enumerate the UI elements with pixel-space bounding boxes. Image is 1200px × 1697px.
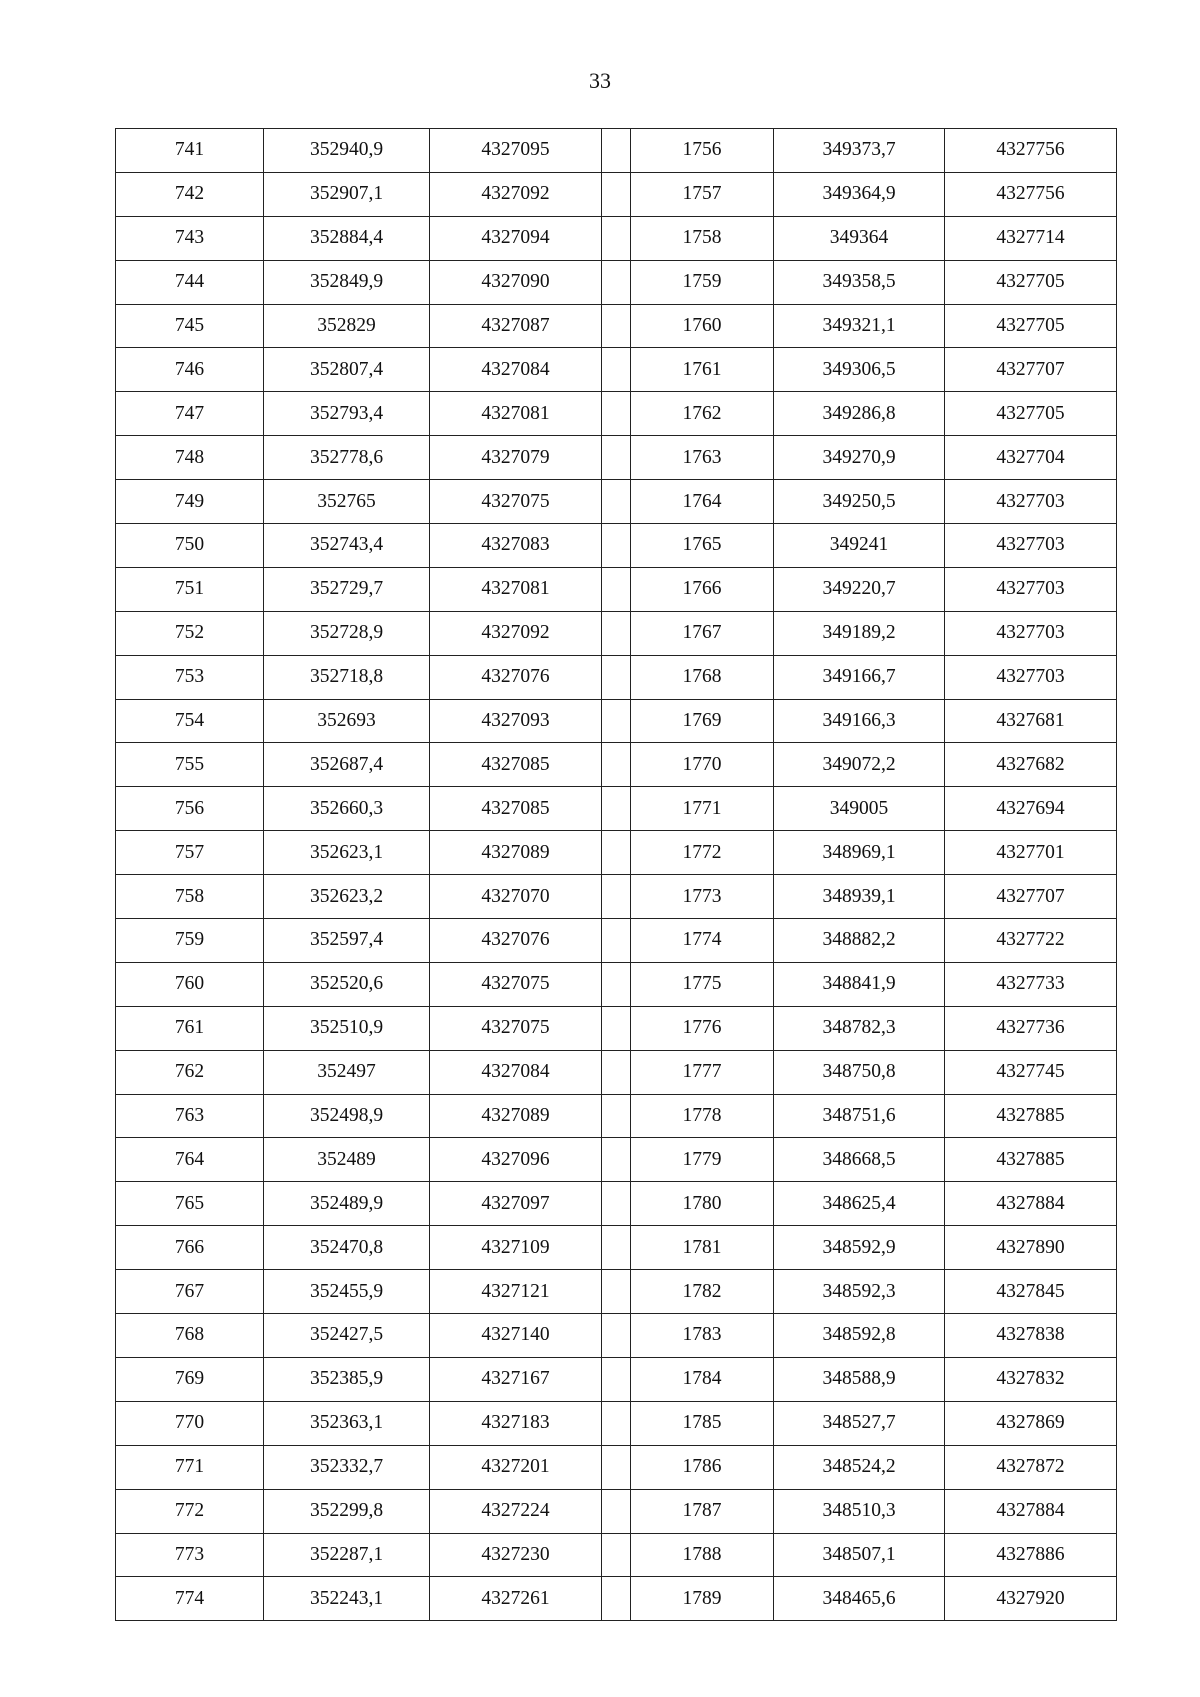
column-gap bbox=[602, 1533, 631, 1577]
right-y-coordinate-cell: 4327845 bbox=[945, 1270, 1117, 1314]
left-x-coordinate-cell: 352299,8 bbox=[264, 1489, 430, 1533]
column-gap bbox=[602, 172, 631, 216]
left-x-coordinate-cell: 352489,9 bbox=[264, 1182, 430, 1226]
right-y-coordinate-cell: 4327681 bbox=[945, 699, 1117, 743]
left-y-coordinate-cell: 4327094 bbox=[430, 216, 602, 260]
left-point-number-cell: 773 bbox=[116, 1533, 264, 1577]
table-row bbox=[116, 1533, 1117, 1577]
left-x-coordinate-cell: 352829 bbox=[264, 304, 430, 348]
left-y-coordinate-cell: 4327085 bbox=[430, 787, 602, 831]
right-x-coordinate-cell: 349220,7 bbox=[774, 567, 945, 611]
left-point-number-cell: 774 bbox=[116, 1577, 264, 1621]
right-y-coordinate-cell: 4327707 bbox=[945, 348, 1117, 392]
right-point-number-cell: 1762 bbox=[631, 392, 774, 436]
table-row bbox=[116, 567, 1117, 611]
left-y-coordinate-cell: 4327140 bbox=[430, 1314, 602, 1358]
left-point-number-cell: 771 bbox=[116, 1445, 264, 1489]
right-x-coordinate-cell: 349373,7 bbox=[774, 129, 945, 173]
left-point-number-cell: 761 bbox=[116, 1006, 264, 1050]
coordinates-table bbox=[115, 128, 1117, 1621]
column-gap bbox=[602, 260, 631, 304]
left-point-number-cell: 743 bbox=[116, 216, 264, 260]
left-y-coordinate-cell: 4327084 bbox=[430, 348, 602, 392]
right-point-number-cell: 1760 bbox=[631, 304, 774, 348]
table-row bbox=[116, 787, 1117, 831]
right-point-number-cell: 1787 bbox=[631, 1489, 774, 1533]
right-y-coordinate-cell: 4327745 bbox=[945, 1050, 1117, 1094]
left-x-coordinate-cell: 352498,9 bbox=[264, 1094, 430, 1138]
left-y-coordinate-cell: 4327093 bbox=[430, 699, 602, 743]
left-x-coordinate-cell: 352729,7 bbox=[264, 567, 430, 611]
column-gap bbox=[602, 875, 631, 919]
right-x-coordinate-cell: 348527,7 bbox=[774, 1401, 945, 1445]
column-gap bbox=[602, 1050, 631, 1094]
left-y-coordinate-cell: 4327095 bbox=[430, 129, 602, 173]
right-y-coordinate-cell: 4327885 bbox=[945, 1094, 1117, 1138]
left-y-coordinate-cell: 4327090 bbox=[430, 260, 602, 304]
right-x-coordinate-cell: 349189,2 bbox=[774, 611, 945, 655]
left-point-number-cell: 762 bbox=[116, 1050, 264, 1094]
table-row bbox=[116, 611, 1117, 655]
right-point-number-cell: 1767 bbox=[631, 611, 774, 655]
column-gap bbox=[602, 1577, 631, 1621]
column-gap bbox=[602, 129, 631, 173]
left-point-number-cell: 757 bbox=[116, 831, 264, 875]
right-x-coordinate-cell: 348507,1 bbox=[774, 1533, 945, 1577]
column-gap bbox=[602, 699, 631, 743]
table-row bbox=[116, 348, 1117, 392]
right-y-coordinate-cell: 4327832 bbox=[945, 1357, 1117, 1401]
right-x-coordinate-cell: 348465,6 bbox=[774, 1577, 945, 1621]
right-x-coordinate-cell: 348782,3 bbox=[774, 1006, 945, 1050]
right-y-coordinate-cell: 4327682 bbox=[945, 743, 1117, 787]
right-point-number-cell: 1781 bbox=[631, 1226, 774, 1270]
left-y-coordinate-cell: 4327070 bbox=[430, 875, 602, 919]
left-point-number-cell: 751 bbox=[116, 567, 264, 611]
left-x-coordinate-cell: 352728,9 bbox=[264, 611, 430, 655]
right-x-coordinate-cell: 349306,5 bbox=[774, 348, 945, 392]
left-point-number-cell: 768 bbox=[116, 1314, 264, 1358]
right-point-number-cell: 1769 bbox=[631, 699, 774, 743]
left-point-number-cell: 764 bbox=[116, 1138, 264, 1182]
right-x-coordinate-cell: 349166,7 bbox=[774, 655, 945, 699]
column-gap bbox=[602, 524, 631, 568]
left-x-coordinate-cell: 352470,8 bbox=[264, 1226, 430, 1270]
right-x-coordinate-cell: 348668,5 bbox=[774, 1138, 945, 1182]
left-y-coordinate-cell: 4327121 bbox=[430, 1270, 602, 1314]
right-y-coordinate-cell: 4327703 bbox=[945, 524, 1117, 568]
right-x-coordinate-cell: 348939,1 bbox=[774, 875, 945, 919]
right-y-coordinate-cell: 4327884 bbox=[945, 1182, 1117, 1226]
coordinates-table-body bbox=[116, 129, 1117, 1621]
right-y-coordinate-cell: 4327722 bbox=[945, 919, 1117, 963]
right-x-coordinate-cell: 349364,9 bbox=[774, 172, 945, 216]
table-row bbox=[116, 962, 1117, 1006]
table-row bbox=[116, 216, 1117, 260]
right-point-number-cell: 1759 bbox=[631, 260, 774, 304]
right-point-number-cell: 1778 bbox=[631, 1094, 774, 1138]
table-row bbox=[116, 1357, 1117, 1401]
left-y-coordinate-cell: 4327096 bbox=[430, 1138, 602, 1182]
table-row bbox=[116, 172, 1117, 216]
right-point-number-cell: 1764 bbox=[631, 480, 774, 524]
left-point-number-cell: 754 bbox=[116, 699, 264, 743]
right-x-coordinate-cell: 348592,9 bbox=[774, 1226, 945, 1270]
column-gap bbox=[602, 436, 631, 480]
right-point-number-cell: 1774 bbox=[631, 919, 774, 963]
left-x-coordinate-cell: 352489 bbox=[264, 1138, 430, 1182]
left-point-number-cell: 745 bbox=[116, 304, 264, 348]
left-point-number-cell: 765 bbox=[116, 1182, 264, 1226]
table-row bbox=[116, 1577, 1117, 1621]
left-y-coordinate-cell: 4327201 bbox=[430, 1445, 602, 1489]
left-y-coordinate-cell: 4327230 bbox=[430, 1533, 602, 1577]
left-x-coordinate-cell: 352718,8 bbox=[264, 655, 430, 699]
left-x-coordinate-cell: 352623,1 bbox=[264, 831, 430, 875]
right-point-number-cell: 1766 bbox=[631, 567, 774, 611]
table-row bbox=[116, 1050, 1117, 1094]
right-point-number-cell: 1758 bbox=[631, 216, 774, 260]
right-x-coordinate-cell: 348588,9 bbox=[774, 1357, 945, 1401]
left-point-number-cell: 770 bbox=[116, 1401, 264, 1445]
left-y-coordinate-cell: 4327183 bbox=[430, 1401, 602, 1445]
right-point-number-cell: 1784 bbox=[631, 1357, 774, 1401]
right-y-coordinate-cell: 4327703 bbox=[945, 655, 1117, 699]
table-row bbox=[116, 524, 1117, 568]
right-x-coordinate-cell: 348969,1 bbox=[774, 831, 945, 875]
left-point-number-cell: 748 bbox=[116, 436, 264, 480]
right-y-coordinate-cell: 4327838 bbox=[945, 1314, 1117, 1358]
left-x-coordinate-cell: 352849,9 bbox=[264, 260, 430, 304]
left-point-number-cell: 756 bbox=[116, 787, 264, 831]
left-y-coordinate-cell: 4327085 bbox=[430, 743, 602, 787]
left-x-coordinate-cell: 352623,2 bbox=[264, 875, 430, 919]
right-point-number-cell: 1773 bbox=[631, 875, 774, 919]
column-gap bbox=[602, 962, 631, 1006]
right-x-coordinate-cell: 348625,4 bbox=[774, 1182, 945, 1226]
right-point-number-cell: 1782 bbox=[631, 1270, 774, 1314]
right-y-coordinate-cell: 4327705 bbox=[945, 260, 1117, 304]
right-point-number-cell: 1775 bbox=[631, 962, 774, 1006]
left-x-coordinate-cell: 352693 bbox=[264, 699, 430, 743]
right-y-coordinate-cell: 4327705 bbox=[945, 304, 1117, 348]
table-row bbox=[116, 1226, 1117, 1270]
column-gap bbox=[602, 216, 631, 260]
table-row bbox=[116, 875, 1117, 919]
column-gap bbox=[602, 1270, 631, 1314]
right-point-number-cell: 1779 bbox=[631, 1138, 774, 1182]
left-x-coordinate-cell: 352455,9 bbox=[264, 1270, 430, 1314]
column-gap bbox=[602, 787, 631, 831]
table-row bbox=[116, 304, 1117, 348]
right-y-coordinate-cell: 4327704 bbox=[945, 436, 1117, 480]
right-y-coordinate-cell: 4327869 bbox=[945, 1401, 1117, 1445]
left-y-coordinate-cell: 4327084 bbox=[430, 1050, 602, 1094]
right-point-number-cell: 1772 bbox=[631, 831, 774, 875]
left-x-coordinate-cell: 352807,4 bbox=[264, 348, 430, 392]
table-row bbox=[116, 1445, 1117, 1489]
right-y-coordinate-cell: 4327756 bbox=[945, 129, 1117, 173]
table-row bbox=[116, 1182, 1117, 1226]
left-point-number-cell: 746 bbox=[116, 348, 264, 392]
right-point-number-cell: 1780 bbox=[631, 1182, 774, 1226]
left-x-coordinate-cell: 352907,1 bbox=[264, 172, 430, 216]
right-y-coordinate-cell: 4327694 bbox=[945, 787, 1117, 831]
column-gap bbox=[602, 1357, 631, 1401]
right-point-number-cell: 1770 bbox=[631, 743, 774, 787]
left-x-coordinate-cell: 352385,9 bbox=[264, 1357, 430, 1401]
right-y-coordinate-cell: 4327705 bbox=[945, 392, 1117, 436]
left-point-number-cell: 750 bbox=[116, 524, 264, 568]
column-gap bbox=[602, 304, 631, 348]
right-x-coordinate-cell: 348882,2 bbox=[774, 919, 945, 963]
right-point-number-cell: 1763 bbox=[631, 436, 774, 480]
left-x-coordinate-cell: 352427,5 bbox=[264, 1314, 430, 1358]
column-gap bbox=[602, 919, 631, 963]
left-point-number-cell: 744 bbox=[116, 260, 264, 304]
left-point-number-cell: 772 bbox=[116, 1489, 264, 1533]
column-gap bbox=[602, 1006, 631, 1050]
left-y-coordinate-cell: 4327089 bbox=[430, 831, 602, 875]
left-x-coordinate-cell: 352243,1 bbox=[264, 1577, 430, 1621]
table-row bbox=[116, 699, 1117, 743]
right-y-coordinate-cell: 4327890 bbox=[945, 1226, 1117, 1270]
table-row bbox=[116, 436, 1117, 480]
left-x-coordinate-cell: 352765 bbox=[264, 480, 430, 524]
right-x-coordinate-cell: 348592,3 bbox=[774, 1270, 945, 1314]
left-x-coordinate-cell: 352793,4 bbox=[264, 392, 430, 436]
right-x-coordinate-cell: 349270,9 bbox=[774, 436, 945, 480]
left-x-coordinate-cell: 352660,3 bbox=[264, 787, 430, 831]
right-y-coordinate-cell: 4327714 bbox=[945, 216, 1117, 260]
right-y-coordinate-cell: 4327884 bbox=[945, 1489, 1117, 1533]
column-gap bbox=[602, 1226, 631, 1270]
left-point-number-cell: 752 bbox=[116, 611, 264, 655]
table-row bbox=[116, 1138, 1117, 1182]
left-x-coordinate-cell: 352743,4 bbox=[264, 524, 430, 568]
left-y-coordinate-cell: 4327075 bbox=[430, 962, 602, 1006]
left-x-coordinate-cell: 352687,4 bbox=[264, 743, 430, 787]
right-x-coordinate-cell: 349358,5 bbox=[774, 260, 945, 304]
right-point-number-cell: 1757 bbox=[631, 172, 774, 216]
table-row bbox=[116, 392, 1117, 436]
right-x-coordinate-cell: 349241 bbox=[774, 524, 945, 568]
right-x-coordinate-cell: 349250,5 bbox=[774, 480, 945, 524]
left-point-number-cell: 747 bbox=[116, 392, 264, 436]
left-x-coordinate-cell: 352778,6 bbox=[264, 436, 430, 480]
left-point-number-cell: 755 bbox=[116, 743, 264, 787]
table-row bbox=[116, 831, 1117, 875]
left-y-coordinate-cell: 4327076 bbox=[430, 655, 602, 699]
table-row bbox=[116, 480, 1117, 524]
left-y-coordinate-cell: 4327089 bbox=[430, 1094, 602, 1138]
left-y-coordinate-cell: 4327075 bbox=[430, 1006, 602, 1050]
left-point-number-cell: 759 bbox=[116, 919, 264, 963]
left-x-coordinate-cell: 352497 bbox=[264, 1050, 430, 1094]
table-row bbox=[116, 129, 1117, 173]
right-point-number-cell: 1776 bbox=[631, 1006, 774, 1050]
column-gap bbox=[602, 831, 631, 875]
left-y-coordinate-cell: 4327109 bbox=[430, 1226, 602, 1270]
page-number: 33 bbox=[589, 68, 611, 93]
table-row bbox=[116, 919, 1117, 963]
table-row bbox=[116, 260, 1117, 304]
column-gap bbox=[602, 1314, 631, 1358]
left-point-number-cell: 753 bbox=[116, 655, 264, 699]
left-point-number-cell: 760 bbox=[116, 962, 264, 1006]
left-x-coordinate-cell: 352884,4 bbox=[264, 216, 430, 260]
right-point-number-cell: 1768 bbox=[631, 655, 774, 699]
left-y-coordinate-cell: 4327075 bbox=[430, 480, 602, 524]
right-y-coordinate-cell: 4327703 bbox=[945, 567, 1117, 611]
right-y-coordinate-cell: 4327756 bbox=[945, 172, 1117, 216]
table-row bbox=[116, 1006, 1117, 1050]
right-x-coordinate-cell: 349166,3 bbox=[774, 699, 945, 743]
right-y-coordinate-cell: 4327885 bbox=[945, 1138, 1117, 1182]
column-gap bbox=[602, 348, 631, 392]
column-gap bbox=[602, 611, 631, 655]
left-y-coordinate-cell: 4327081 bbox=[430, 392, 602, 436]
right-point-number-cell: 1786 bbox=[631, 1445, 774, 1489]
right-point-number-cell: 1788 bbox=[631, 1533, 774, 1577]
left-point-number-cell: 763 bbox=[116, 1094, 264, 1138]
column-gap bbox=[602, 1445, 631, 1489]
left-point-number-cell: 767 bbox=[116, 1270, 264, 1314]
right-y-coordinate-cell: 4327733 bbox=[945, 962, 1117, 1006]
column-gap bbox=[602, 480, 631, 524]
right-point-number-cell: 1785 bbox=[631, 1401, 774, 1445]
left-y-coordinate-cell: 4327083 bbox=[430, 524, 602, 568]
table-row bbox=[116, 1401, 1117, 1445]
right-x-coordinate-cell: 349005 bbox=[774, 787, 945, 831]
right-y-coordinate-cell: 4327703 bbox=[945, 480, 1117, 524]
left-y-coordinate-cell: 4327087 bbox=[430, 304, 602, 348]
right-point-number-cell: 1783 bbox=[631, 1314, 774, 1358]
left-x-coordinate-cell: 352940,9 bbox=[264, 129, 430, 173]
right-point-number-cell: 1761 bbox=[631, 348, 774, 392]
left-y-coordinate-cell: 4327167 bbox=[430, 1357, 602, 1401]
right-y-coordinate-cell: 4327701 bbox=[945, 831, 1117, 875]
right-y-coordinate-cell: 4327920 bbox=[945, 1577, 1117, 1621]
right-point-number-cell: 1756 bbox=[631, 129, 774, 173]
right-x-coordinate-cell: 348592,8 bbox=[774, 1314, 945, 1358]
left-y-coordinate-cell: 4327092 bbox=[430, 172, 602, 216]
left-point-number-cell: 769 bbox=[116, 1357, 264, 1401]
right-x-coordinate-cell: 349364 bbox=[774, 216, 945, 260]
left-y-coordinate-cell: 4327097 bbox=[430, 1182, 602, 1226]
left-x-coordinate-cell: 352363,1 bbox=[264, 1401, 430, 1445]
table-row bbox=[116, 1314, 1117, 1358]
left-point-number-cell: 742 bbox=[116, 172, 264, 216]
right-y-coordinate-cell: 4327703 bbox=[945, 611, 1117, 655]
column-gap bbox=[602, 1182, 631, 1226]
table-row bbox=[116, 743, 1117, 787]
right-point-number-cell: 1771 bbox=[631, 787, 774, 831]
column-gap bbox=[602, 1138, 631, 1182]
left-point-number-cell: 749 bbox=[116, 480, 264, 524]
left-y-coordinate-cell: 4327261 bbox=[430, 1577, 602, 1621]
left-y-coordinate-cell: 4327081 bbox=[430, 567, 602, 611]
table-row bbox=[116, 655, 1117, 699]
right-x-coordinate-cell: 349072,2 bbox=[774, 743, 945, 787]
column-gap bbox=[602, 1489, 631, 1533]
right-x-coordinate-cell: 348750,8 bbox=[774, 1050, 945, 1094]
right-point-number-cell: 1777 bbox=[631, 1050, 774, 1094]
left-y-coordinate-cell: 4327076 bbox=[430, 919, 602, 963]
right-x-coordinate-cell: 348510,3 bbox=[774, 1489, 945, 1533]
right-point-number-cell: 1789 bbox=[631, 1577, 774, 1621]
left-x-coordinate-cell: 352597,4 bbox=[264, 919, 430, 963]
left-x-coordinate-cell: 352520,6 bbox=[264, 962, 430, 1006]
right-x-coordinate-cell: 349321,1 bbox=[774, 304, 945, 348]
column-gap bbox=[602, 1094, 631, 1138]
right-y-coordinate-cell: 4327736 bbox=[945, 1006, 1117, 1050]
right-point-number-cell: 1765 bbox=[631, 524, 774, 568]
table-row bbox=[116, 1094, 1117, 1138]
left-point-number-cell: 741 bbox=[116, 129, 264, 173]
column-gap bbox=[602, 1401, 631, 1445]
left-y-coordinate-cell: 4327092 bbox=[430, 611, 602, 655]
column-gap bbox=[602, 743, 631, 787]
left-y-coordinate-cell: 4327224 bbox=[430, 1489, 602, 1533]
right-x-coordinate-cell: 348841,9 bbox=[774, 962, 945, 1006]
right-y-coordinate-cell: 4327707 bbox=[945, 875, 1117, 919]
left-point-number-cell: 758 bbox=[116, 875, 264, 919]
right-x-coordinate-cell: 349286,8 bbox=[774, 392, 945, 436]
right-x-coordinate-cell: 348524,2 bbox=[774, 1445, 945, 1489]
left-x-coordinate-cell: 352510,9 bbox=[264, 1006, 430, 1050]
left-x-coordinate-cell: 352287,1 bbox=[264, 1533, 430, 1577]
column-gap bbox=[602, 392, 631, 436]
left-x-coordinate-cell: 352332,7 bbox=[264, 1445, 430, 1489]
column-gap bbox=[602, 567, 631, 611]
right-y-coordinate-cell: 4327886 bbox=[945, 1533, 1117, 1577]
left-y-coordinate-cell: 4327079 bbox=[430, 436, 602, 480]
left-point-number-cell: 766 bbox=[116, 1226, 264, 1270]
table-row bbox=[116, 1270, 1117, 1314]
table-row bbox=[116, 1489, 1117, 1533]
right-x-coordinate-cell: 348751,6 bbox=[774, 1094, 945, 1138]
right-y-coordinate-cell: 4327872 bbox=[945, 1445, 1117, 1489]
column-gap bbox=[602, 655, 631, 699]
